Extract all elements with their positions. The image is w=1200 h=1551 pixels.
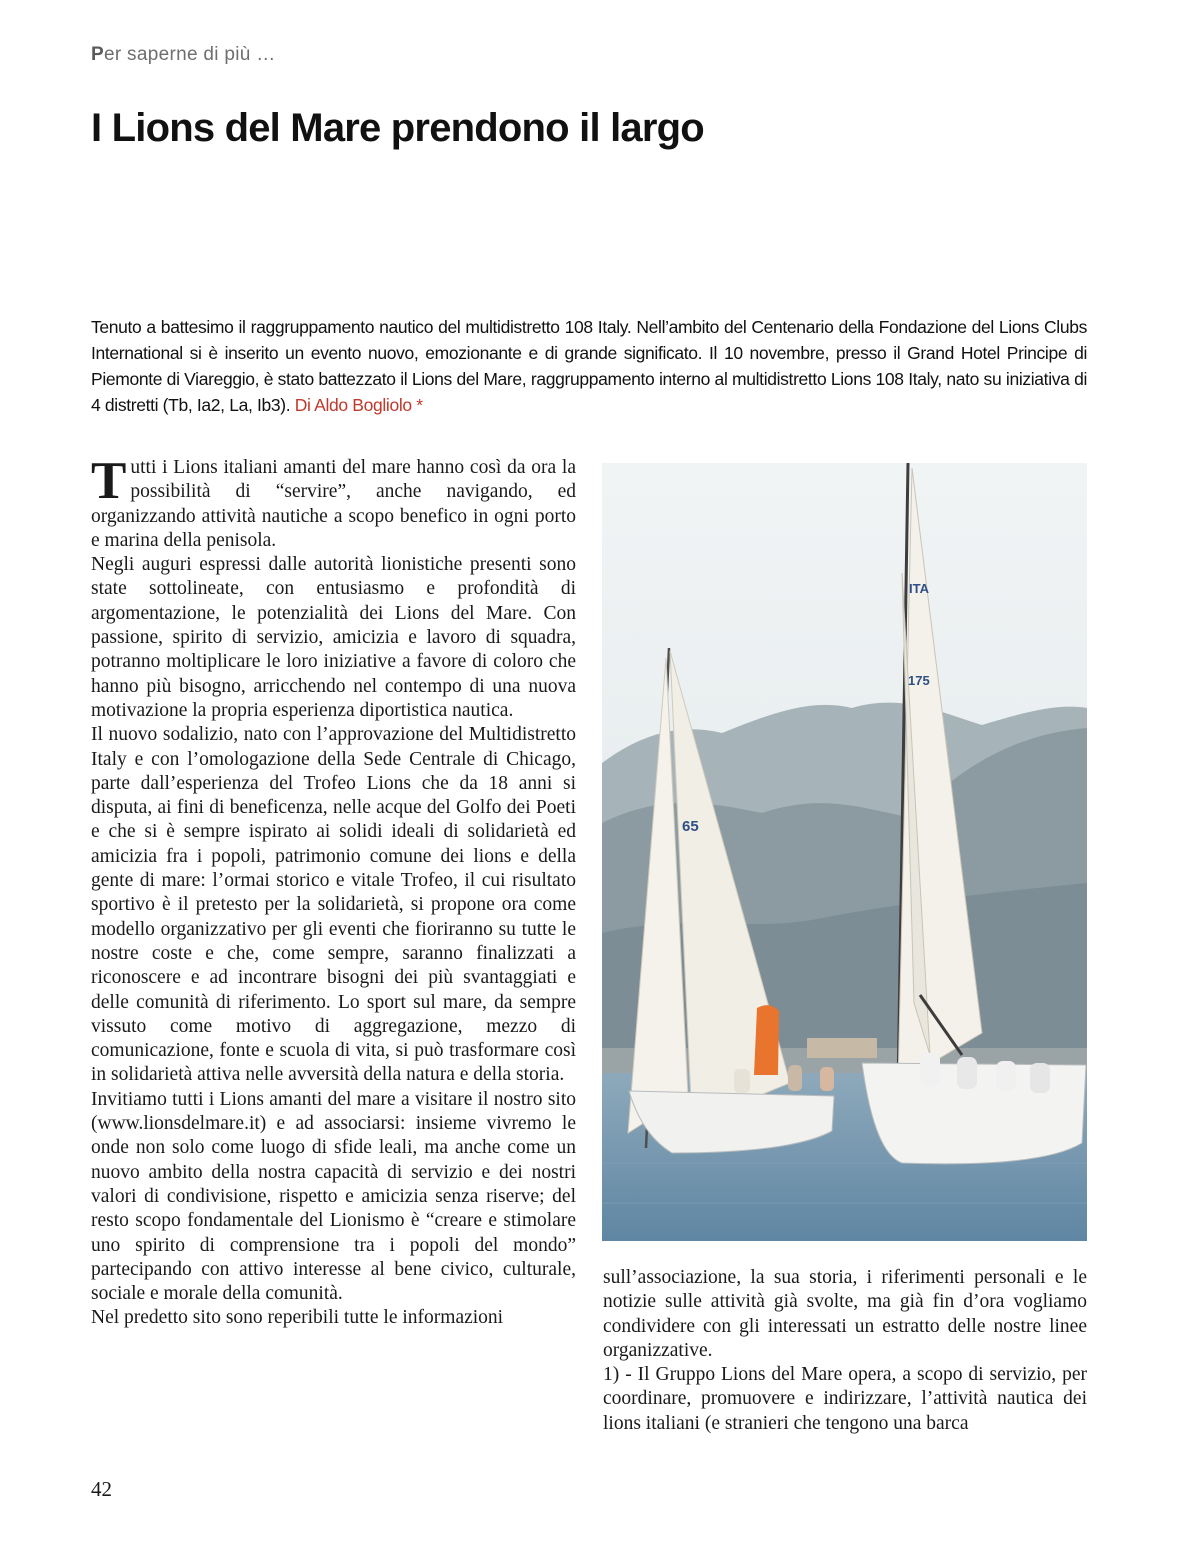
boat-2-crew-3 bbox=[996, 1061, 1016, 1091]
paragraph-5: Nel predetto sito sono reperibili tutte le informazioni bbox=[91, 1307, 504, 1329]
right-paragraph-2: 1) - Il Gruppo Lions del Mare opera, a scopo di servizio, per coordinare, promuovere e indirizzare, l’attività nautica dei lions italiani (e stranieri che tengono una barca bbox=[603, 1364, 1087, 1434]
section-label-initial: P bbox=[91, 44, 104, 65]
drop-cap: T bbox=[91, 452, 127, 510]
left-column bbox=[91, 452, 576, 1331]
section-label bbox=[91, 44, 276, 66]
article-lead bbox=[91, 314, 1087, 418]
byline: Di Aldo Bogliolo * bbox=[294, 395, 423, 415]
boat-1-sail-number: 65 bbox=[682, 818, 699, 835]
paragraph-1-text: utti i Lions italiani amanti del mare hanno così da ora la possibilità di “servire”, anche navigando, ed organizzando attività nautiche a scopo benefico in ogni porto e marina della penisola. bbox=[91, 457, 576, 551]
orange-buoy bbox=[754, 1005, 779, 1075]
paragraph-2: Negli auguri espressi dalle autorità lionistiche presenti sono state sottolineate, con entusiasmo e profondità di argomentazione, le potenzialità dei Lions del Mare. Con passione, spirito di servizio, amicizia e lavoro di squadra, potranno moltiplicare le loro iniziative a favore di coloro che hanno più bisogno, arricchendo nel contempo di una nuova motivazione la propria esperienza diportistica nautica. bbox=[91, 554, 576, 721]
lead-text: Tenuto a battesimo il raggruppamento nautico del multidistretto 108 Italy. Nell’ambito del Centenario della Fondazione del Lions Clubs International si è inserito un evento nuovo, emozionante e di grande significato. Il 10 novembre, presso il Grand Hotel Principe di Piemonte di Viareggio, è stato battezzato il Lions del Mare, raggruppamento interno al multidistretto Lions 108 Italy, nato su iniziativa di 4 distretti (Tb, Ia2, La, Ib3). bbox=[91, 317, 1087, 415]
sailboats-photo bbox=[602, 463, 1087, 1241]
article-title: I Lions del Mare prendono il largo bbox=[91, 106, 704, 150]
right-paragraph-1: sull’associazione, la sua storia, i riferimenti personali e le notizie sulle attività già svolte, ma già fin d’ora vogliamo condividere con gli interessati un estratto delle nostre linee organizzative. bbox=[603, 1267, 1087, 1361]
page-number: 42 bbox=[91, 1477, 112, 1501]
paragraph-3: Il nuovo sodalizio, nato con l’approvazione del Multidistretto Italy e con l’omologazione della Sede Centrale di Chicago, parte dall’esperienza del Trofeo Lions che da 18 anni si disputa, ai fini di beneficenza, nelle acque del Golfo dei Poeti e che si è sempre ispirato ai solidi ideali di solidarietà ed amicizia fra i popoli, patrimonio comune dei lions e della gente di mare: l’ormai storico e vitale Trofeo, il cui risultato sportivo è il pretesto per la solidarietà, si propone ora come modello organizzativo per gli eventi che fioriranno su tutte le nostre coste e che, come sempre, saranno finalizzati a riconoscere e ad incontrare bisogni dei più svantaggiati e delle comunità di riferimento. Lo sport sul mare, da sempre vissuto come motivo di aggregazione, mezzo di comunicazione, fonte e scuola di vita, si può trasformare così in solidarietà attiva nelle avversità della natura e della storia. bbox=[91, 724, 576, 1086]
boat-2-sail-country: ITA bbox=[909, 581, 929, 596]
boat-2-crew bbox=[920, 1053, 940, 1087]
boat-1-crew bbox=[734, 1069, 750, 1093]
boat-1-crew-3 bbox=[820, 1067, 834, 1091]
boat-2-crew-2 bbox=[957, 1057, 977, 1089]
paragraph-1 bbox=[91, 452, 576, 553]
paragraph-4: Invitiamo tutti i Lions amanti del mare a visitare il nostro sito (www.lionsdelmare.it) e ad associarsi: insieme vivremo le onde non solo come luogo di sfide leali, ma anche come un nuovo ambito della nostra capacità di servizio e dei nostri valori di condivisione, rispetto e amicizia senza riserve; del resto scopo fondamentale del Lionismo è “creare e stimolare uno spirito di comprensione tra i popoli del mondo” partecipando con attivo interesse al bene civico, culturale, sociale e morale della comunità. bbox=[91, 1088, 576, 1305]
boat-1-crew-2 bbox=[788, 1065, 802, 1091]
boat-2-sail-number: 175 bbox=[908, 673, 930, 688]
right-column bbox=[603, 1266, 1087, 1436]
boat-2-crew-4 bbox=[1030, 1063, 1050, 1093]
harbor-building bbox=[807, 1038, 877, 1058]
section-label-text: er saperne di più … bbox=[103, 44, 276, 65]
